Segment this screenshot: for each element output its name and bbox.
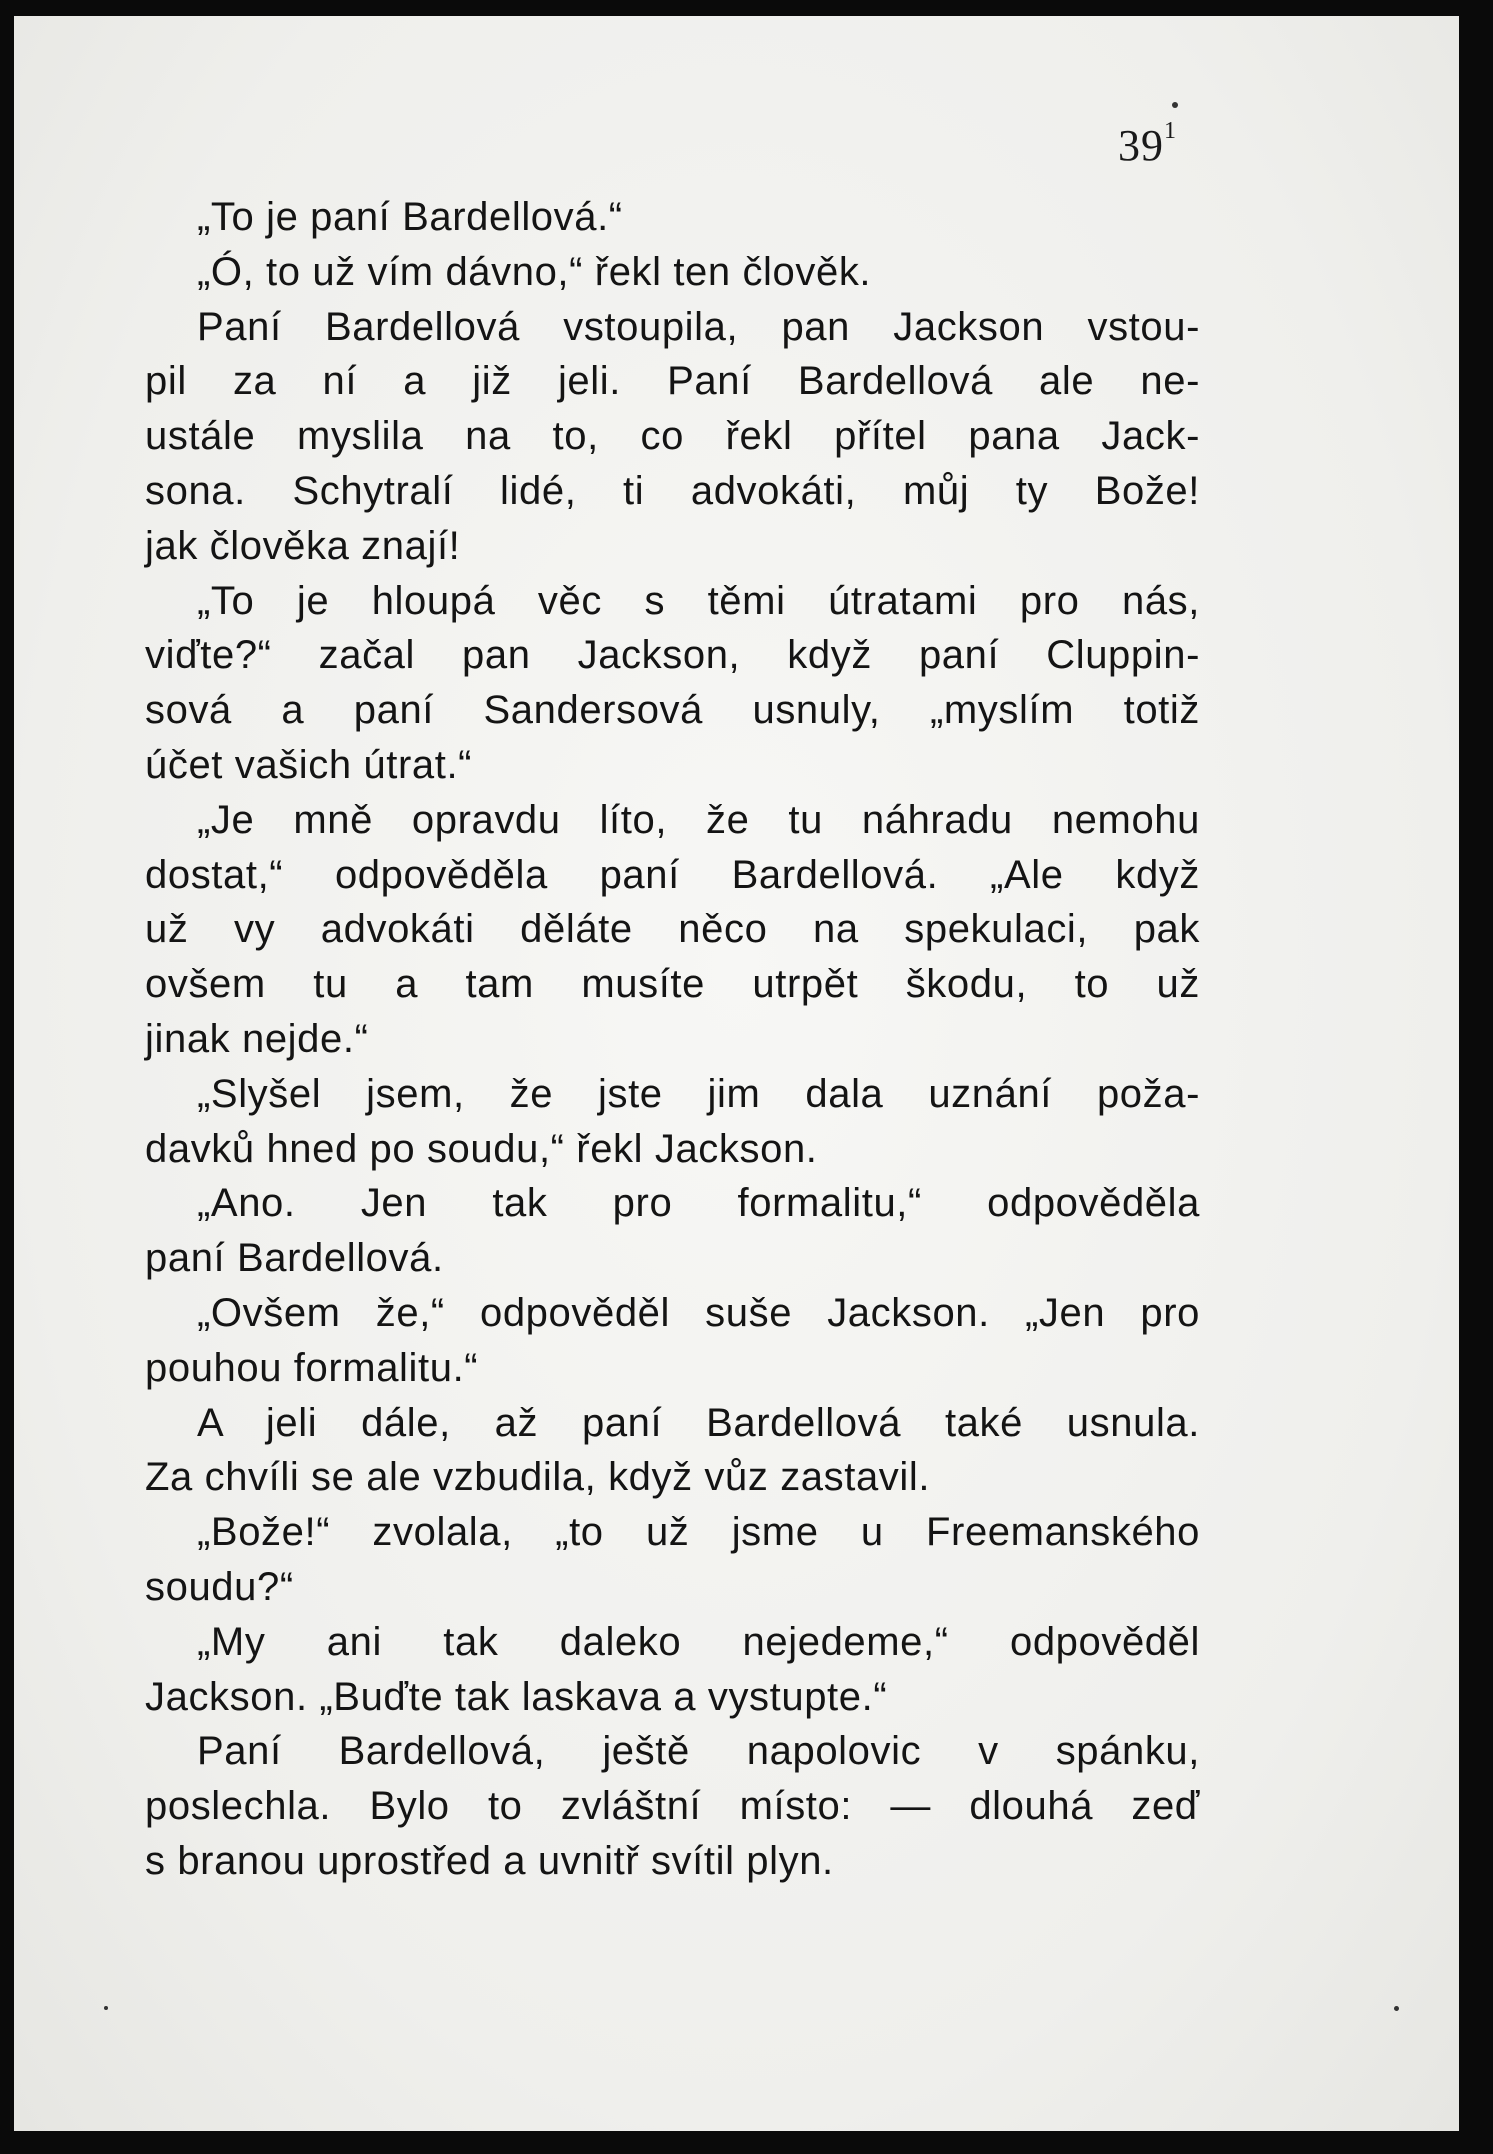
page-number: $39^1$ [1118,118,1177,170]
text-line: „To je paní Bardellová.“ [197,195,623,239]
text-line: Jackson. „Buďte tak laskava a vystupte.“ [145,1674,888,1719]
text-line: davků hned po soudu,“ řekl Jackson. [145,1126,818,1171]
text-line: sová a paní Sandersová usnuly, „myslím totiž [145,688,1200,733]
text-line: Za chvíli se ale vzbudila, když vůz zastavil. [145,1455,931,1500]
text-line: soudu?“ [145,1564,294,1609]
text-line: jinak nejde.“ [145,1016,369,1061]
text-line: poslechla. Bylo to zvláštní místo: — dlouhá zeď [145,1784,1200,1829]
text-line: pouhou formalitu.“ [145,1345,479,1390]
text-line: pil za ní a již jeli. Paní Bardellová ale ne- [145,359,1200,404]
text-line: dostat,“ odpověděla paní Bardellová. „Ale když [145,852,1200,897]
text-line: sona. Schytralí lidé, ti advokáti, můj ty Bože! [145,468,1200,513]
text-line: „Ó, to už vím dávno,“ řekl ten člověk. [197,249,872,294]
text-line: „Ano. Jen tak pro formalitu,“ odpověděla [197,1181,1200,1226]
text-line: viďte?“ začal pan Jackson, když paní Cluppin- [145,633,1200,678]
text-line: účet vašich útrat.“ [145,742,473,787]
text-line: Paní Bardellová, ještě napolovic v spánku, [197,1729,1200,1774]
text-line: „To je hloupá věc s těmi útratami pro nás, [197,578,1200,623]
book-spine-shadow [0,0,14,2154]
text-line: paní Bardellová. [145,1236,444,1281]
text-line: „Je mně opravdu líto, že tu náhradu nemohu [197,797,1200,842]
text-line: ovšem tu a tam musíte utrpět škodu, to už [145,962,1200,1007]
text-line: „Ovšem že,“ odpověděl suše Jackson. „Jen pro [197,1290,1200,1335]
dust-speck [1394,2006,1399,2011]
text-line: jak člověka znají! [145,523,461,568]
page-text [145,190,1200,1889]
text-line: Paní Bardellová vstoupila, pan Jackson vstou- [197,304,1200,349]
dust-speck [1172,102,1178,108]
text-line: už vy advokáti děláte něco na spekulaci, pak [145,907,1200,952]
dust-speck [104,2006,108,2010]
text-line: „My ani tak daleko nejedeme,“ odpověděl [197,1619,1200,1664]
text-line: s branou uprostřed a uvnitř svítil plyn. [145,1838,834,1883]
text-line: „Slyšel jsem, že jste jim dala uznání poža- [197,1071,1200,1116]
text-line: A jeli dále, až paní Bardellová také usnula. [197,1400,1200,1445]
text-line: „Bože!“ zvolala, „to už jsme u Freemanského [197,1510,1200,1555]
text-line: ustále myslila na to, co řekl přítel pana Jack- [145,414,1200,459]
